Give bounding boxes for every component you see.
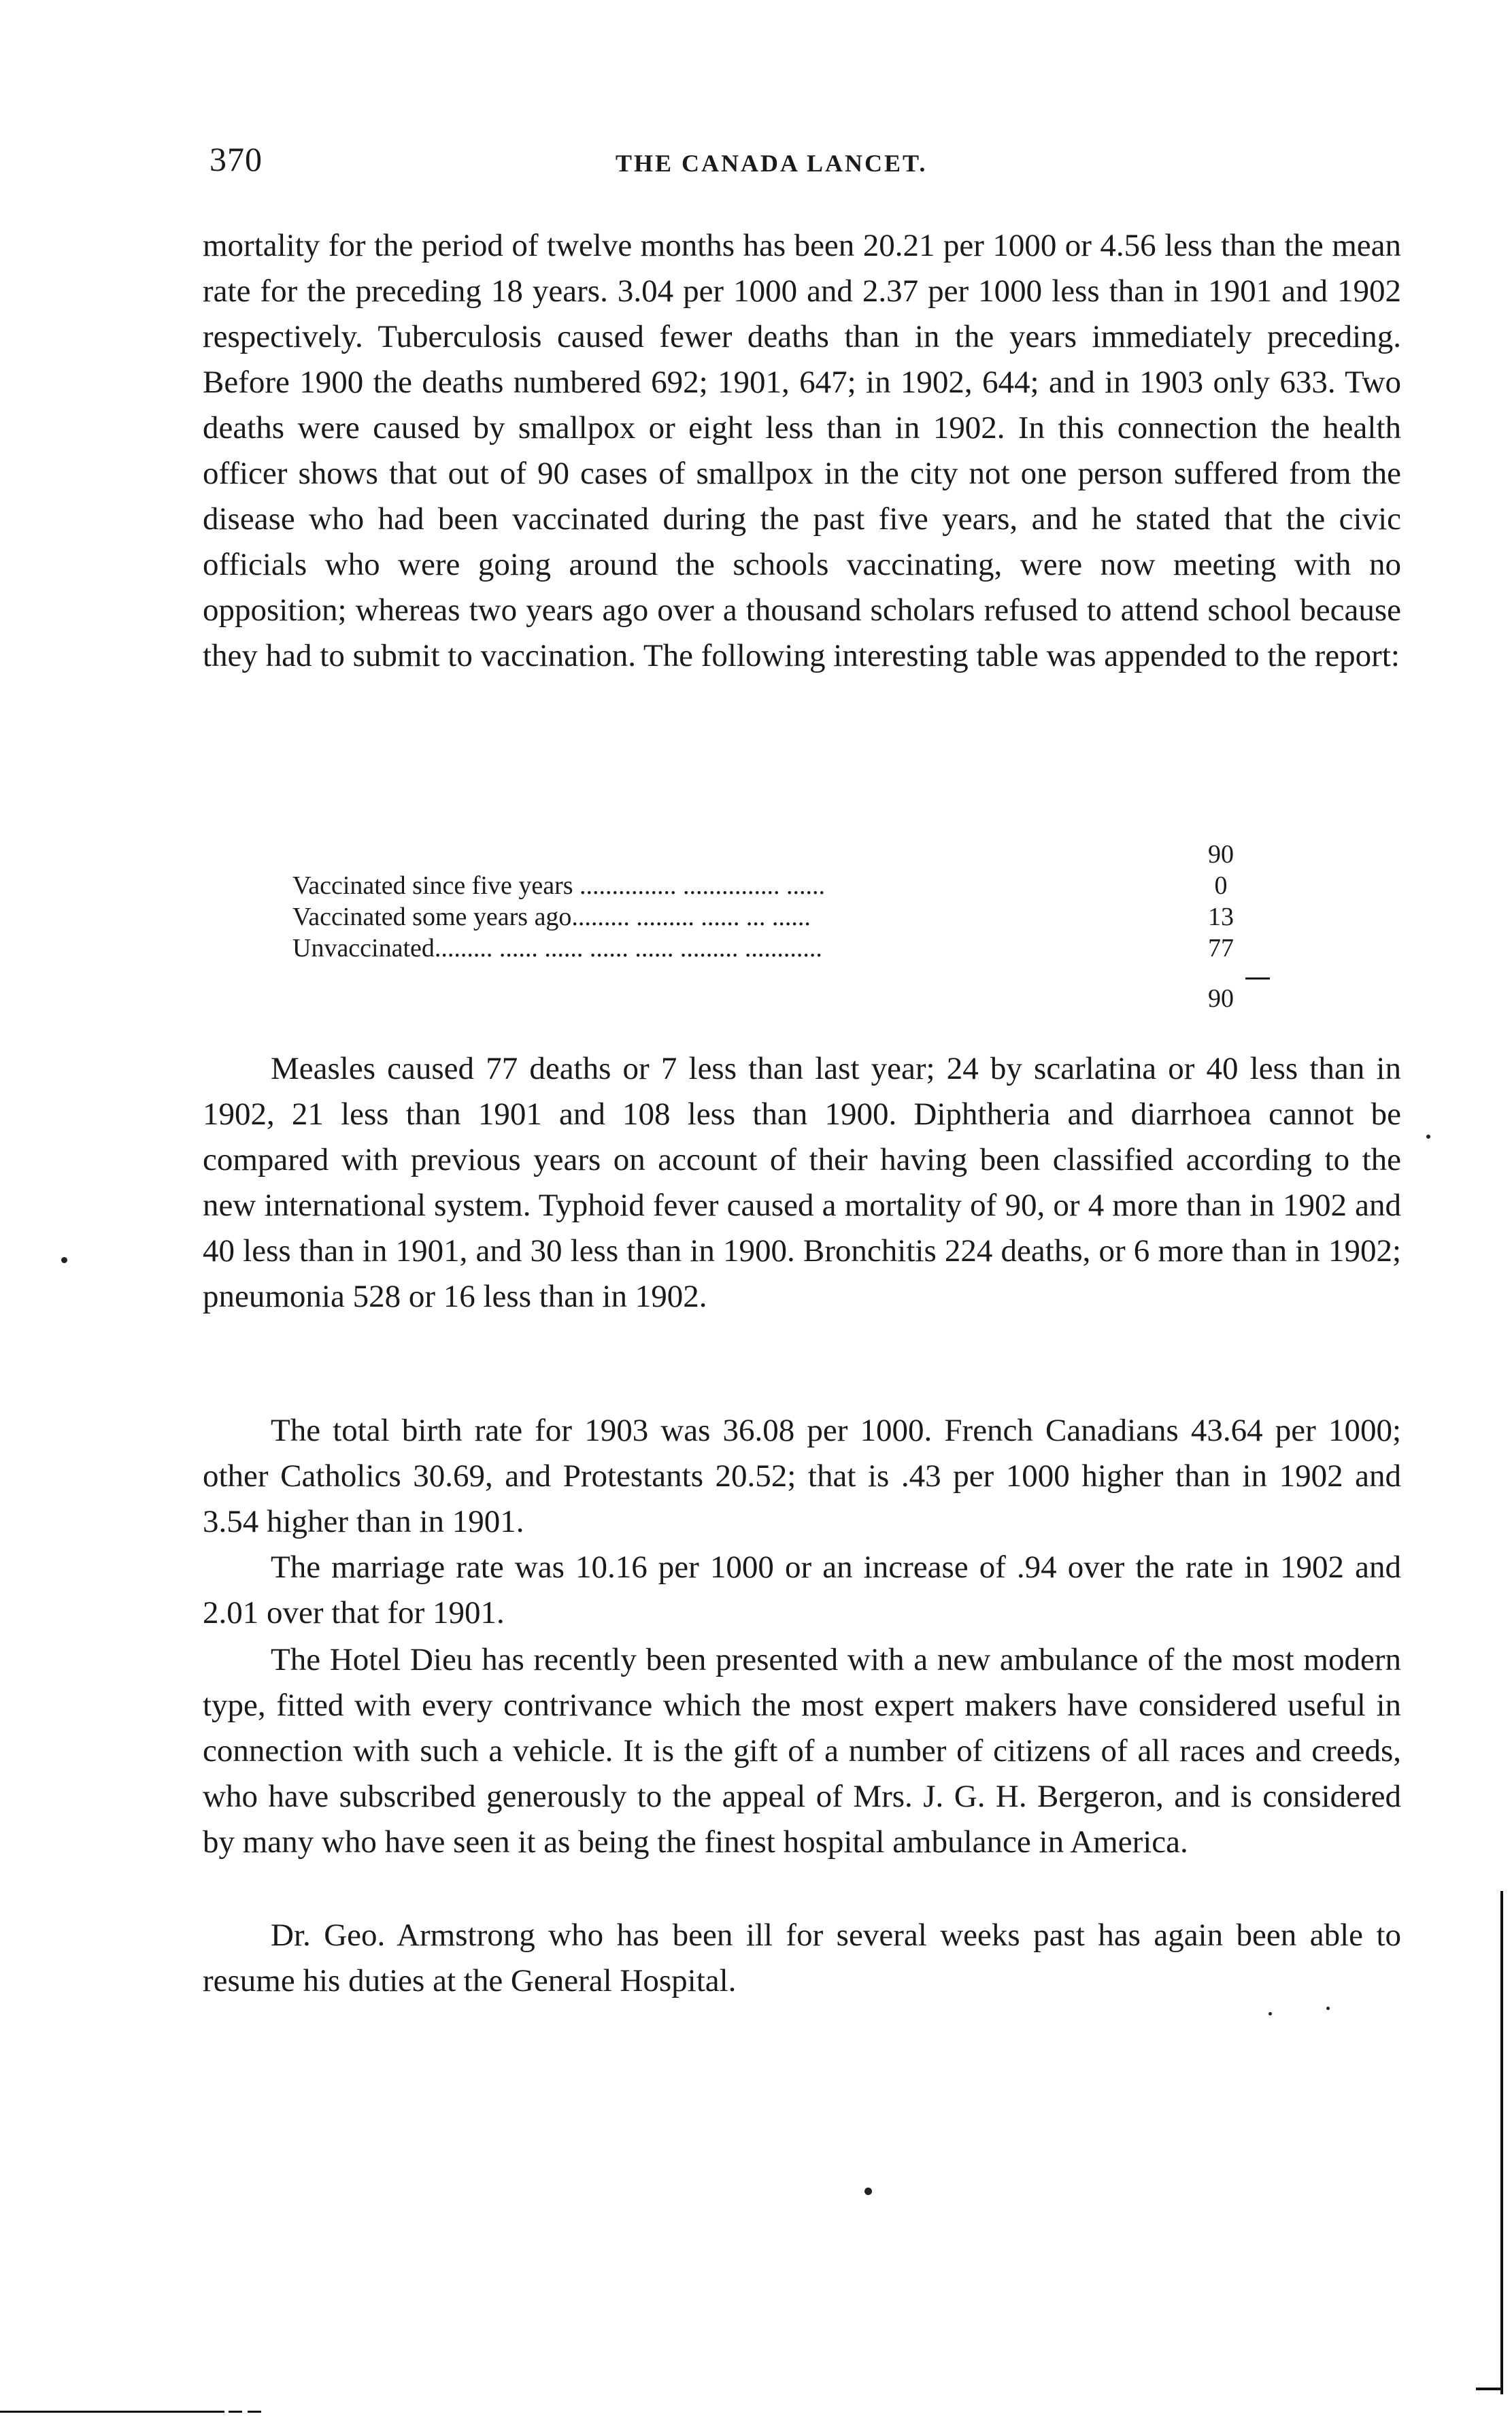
scan-edge-line xyxy=(1476,2388,1500,2390)
paragraph-mortality: mortality for the period of twelve months has been 20.21 per 1000 or 4.56 less than the mean rate for the preceding 18 years. 3.04 per 1000 and 2.37 per 1000 less than in 1901 and 1902 respectively. Tuberculosis caused fewer deaths than in the years immediately preceding. Before 1900 the deaths numbered 692; 1901, 647; in 1902, 644; and in 1903 only 633. Two deaths were caused by smallpox or eight less than in 1902. In this connection the health officer shows that out of 90 cases of smallpox in the city not one person suffered from the disease who had been vaccinated during the past five years, and he stated that the civic officials who were going around the schools vaccinating, were now meeting with no opposition; whereas two years ago over a thousand scholars refused to attend school because they had to submit to vaccination. The following interesting table was appended to the report: xyxy=(203,228,1401,673)
page-header xyxy=(204,139,1401,187)
table-total-value: 90 xyxy=(1208,984,1234,1013)
table-row-value: 0 xyxy=(1214,871,1228,900)
page-number: 370 xyxy=(209,140,263,178)
paragraph-birth-rate: The total birth rate for 1903 was 36.08 per 1000. French Canadians 43.64 per 1000; other Catholics 30.69, and Protestants 20.52; that is .43 per 1000 higher than in 1902 and 3.54 higher than in 1901. xyxy=(203,1413,1401,1539)
table-row xyxy=(292,901,1286,933)
table-row-label: Unvaccinated......... ...... ...... ...... ...... ......... ............ xyxy=(292,934,822,963)
table-sum-rule xyxy=(1245,977,1270,980)
scan-speck xyxy=(1269,2012,1272,2015)
table-row-label: Vaccinated some years ago......... ......... ...... ... ...... xyxy=(292,903,811,931)
scan-edge-line xyxy=(1500,1891,1503,2394)
table-total-row xyxy=(292,964,1286,1014)
vaccination-table xyxy=(292,839,1286,1014)
paragraph-hotel-dieu: The Hotel Dieu has recently been presented with a new ambulance of the most modern type, fitted with every contrivance which the most expert makers have considered useful in connection with such a vehicle. It is the gift of a number of citizens of all races and creeds, who have subscribed generously to the appeal of Mrs. J. G. H. Bergeron, and is considered by many who have seen it as being the finest hospital ambulance in America. xyxy=(203,1642,1401,1860)
table-row-label: Vaccinated since five years ............... ............... ...... xyxy=(292,871,826,900)
scan-bottom-rule xyxy=(248,2411,261,2413)
table-row-value: 13 xyxy=(1208,903,1234,931)
scan-speck xyxy=(864,2188,872,2195)
scan-speck xyxy=(61,1257,67,1263)
paragraph-armstrong: Dr. Geo. Armstrong who has been ill for several weeks past has again been able to resume his duties at the General Hospital. xyxy=(203,1918,1401,1998)
table-row-value: 77 xyxy=(1208,934,1234,963)
table-head-row xyxy=(292,839,1286,870)
paragraph-marriage-rate: The marriage rate was 10.16 per 1000 or an increase of .94 over the rate in 1902 and 2.01 over that for 1901. xyxy=(203,1550,1401,1630)
running-head: THE CANADA LANCET. xyxy=(616,150,928,177)
scan-bottom-rule xyxy=(0,2411,224,2413)
table-head-value: 90 xyxy=(1208,840,1234,869)
scan-speck xyxy=(1426,1135,1430,1139)
table-row xyxy=(292,870,1286,901)
table-row xyxy=(292,933,1286,964)
scan-bottom-rule xyxy=(229,2411,242,2413)
paragraph-measles: Measles caused 77 deaths or 7 less than last year; 24 by scarlatina or 40 less than in 1902, 21 less than 1901 and 108 less than 1900. Diphtheria and diarrhoea cannot be compared with previous years on account of their having been classified according to the new international system. Typhoid fever caused a mortality of 90, or 4 more than in 1902 and 40 less than in 1901, and 30 less than in 1900. Bronchitis 224 deaths, or 6 more than in 1902; pneumonia 528 or 16 less than in 1902. xyxy=(203,1051,1401,1314)
scan-speck xyxy=(1326,2007,1330,2010)
